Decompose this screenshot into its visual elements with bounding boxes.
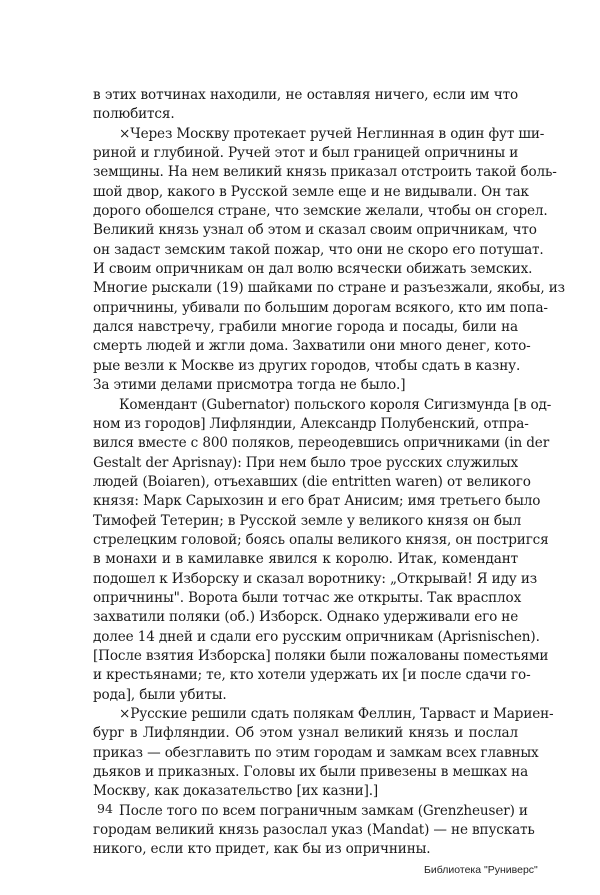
text-line: шой двор, какого в Русской земле еще и не видывали. Он так [93, 183, 529, 200]
text-line: людей (Boiaren), отъехавших (die entritten waren) от великого [93, 473, 531, 490]
text-line: Комендант (Gubernator) польского короля Сигизмунда [в од- [119, 396, 552, 413]
text-line: приказ — обезглавить по этим городам и замкам всех главных [93, 744, 539, 761]
text-line: дьяков и приказных. Головы их были привезены в мешках на [93, 764, 529, 781]
text-line: За этими делами присмотра тогда не было.] [93, 377, 406, 394]
text-line: Великий князь узнал об этом и сказал своим опричникам, что [93, 222, 537, 239]
text-line: Москву, как доказательство [их казни].] [93, 783, 379, 800]
text-line: смерть людей и жгли дома. Захватили они много денег, кото- [93, 338, 531, 355]
text-line: Тимофей Тетерин; в Русской земле у великого князя он был [93, 512, 522, 529]
text-line: [После взятия Изборска] поляки были пожалованы поместьями [93, 647, 549, 664]
text-line: рода], были убиты. [93, 686, 227, 703]
text-line: в монахи и в камилавке явился к королю. Итак, комендант [93, 551, 518, 568]
text-line: вился вместе с 800 поляков, переодевшись опричниками (in der [93, 435, 550, 452]
library-watermark: Библиотека "Руниверс" [424, 864, 538, 876]
text-line: долее 14 дней и сдали его русским опричникам (Aprisnischen). [93, 628, 540, 645]
text-line: захватили поляки (об.) Изборск. Однако удерживали его не [93, 609, 519, 626]
text-line: опричнины, убивали по большим дорогам всякого, кто им попа- [93, 299, 548, 316]
text-line: И своим опричникам он дал волю всячески обижать земских. [93, 261, 533, 278]
text-line: Многие рыскали (19) шайками по стране и разъезжали, якобы, из [93, 280, 565, 297]
text-line: никого, если кто придет, как бы из опричнины. [93, 841, 431, 858]
text-line: ×Русские решили сдать полякам Феллин, Тарваст и Мариен- [119, 706, 554, 722]
text-line: ×Через Москву протекает ручей Неглинная в один фут ши- [119, 125, 545, 142]
text-line: ном из городов] Лифляндии, Александр Полубенский, отпра- [93, 415, 529, 432]
text-line: он задаст земским такой пожар, что они не скоро его потушат. [93, 241, 544, 258]
text-line: опричнины". Ворота были тотчас же открыты. Так врасплох [93, 589, 522, 606]
text-line: князя: Марк Сарыхозин и его брат Анисим; имя третьего было [93, 493, 541, 510]
text-line: земщины. На нем великий князь приказал отстроить такой боль- [93, 164, 557, 181]
text-line: и крестьянами; те, кто хотели удержать их [и после сдачи го- [93, 667, 531, 684]
text-line: Gestalt der Aprisnay): При нем было трое русских служилых [93, 454, 518, 471]
text-line: бург в Лифляндии. Об этом узнал великий князь и послал [93, 725, 518, 742]
text-line: риной и глубиной. Ручей этот и был границей опричнины и [93, 145, 519, 162]
text-line: После того по всем пограничным замкам (Grenzheuser) и [119, 802, 528, 819]
text-line: рые везли к Москве из других городов, чтобы сдать в казну. [93, 357, 521, 374]
text-line: полюбится. [93, 106, 175, 123]
text-line: стрелецким головой; боясь опалы великого князя, он постригся [93, 531, 549, 548]
text-line: подошел к Изборску и сказал воротнику: „Открывай! Я иду из [93, 570, 538, 587]
text-line: городам великий князь разослал указ (Mandat) — не впускать [93, 822, 535, 839]
page-number: 94 [97, 801, 113, 816]
text-line: в этих вотчинах находили, не оставляя ничего, если им что [93, 87, 518, 103]
text-line: дорого обошелся стране, что земские желали, чтобы он сгорел. [93, 203, 548, 220]
text-line: дался навстречу, грабили многие города и посады, били на [93, 319, 518, 336]
page-body [93, 86, 565, 860]
